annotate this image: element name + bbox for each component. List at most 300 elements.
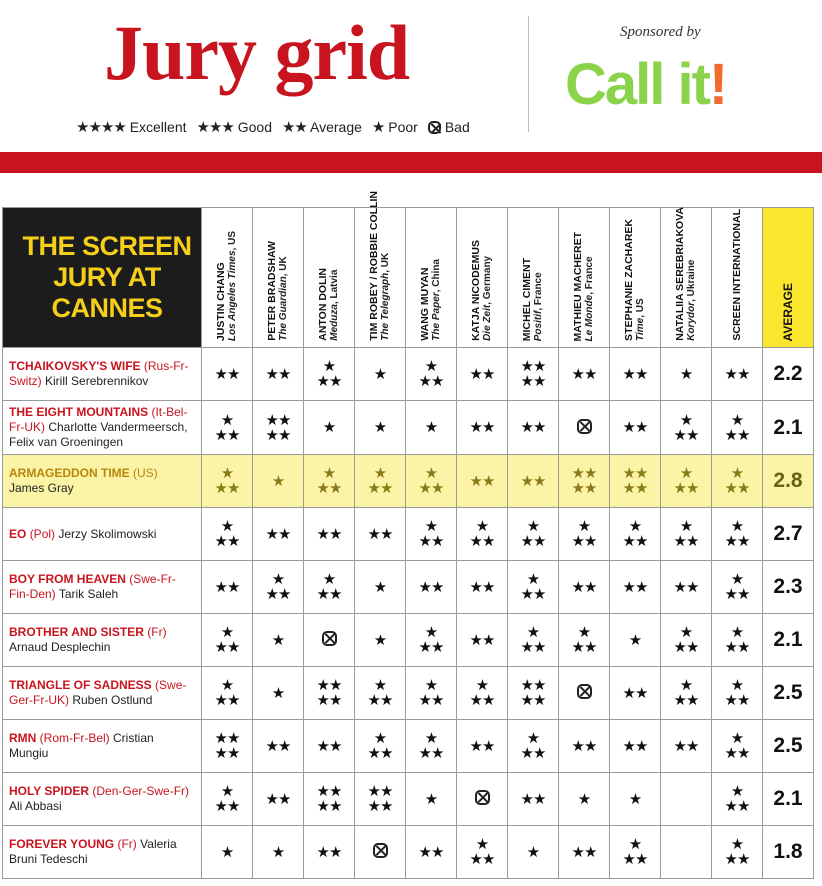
star-rating-cell — [253, 401, 304, 455]
star-rating-cell — [202, 667, 253, 720]
critic-publication: Time, US — [635, 298, 646, 341]
star-icon: ★★ — [418, 533, 444, 550]
star-icon: ★★ — [469, 419, 495, 436]
red-banner — [0, 152, 822, 173]
star-rating-cell — [406, 401, 457, 455]
star-icon: ★ — [271, 631, 285, 649]
star-icon: ★★ — [367, 783, 393, 800]
star-icon: ★ — [373, 465, 387, 482]
publication-country: UK — [380, 253, 391, 268]
star-icon: ★ — [679, 518, 693, 535]
star-rating-cell — [661, 667, 712, 720]
film-director: Ruben Ostlund — [72, 693, 153, 707]
publication-name: The Telegraph — [380, 273, 391, 341]
star-icon: ★★ — [316, 586, 342, 603]
star-icon: ★★ — [673, 578, 699, 596]
film-row — [3, 667, 814, 720]
star-icon: ★★ — [214, 480, 240, 497]
star-icon: ★★ — [316, 480, 342, 497]
star-rating-cell — [253, 508, 304, 561]
star-icon: ★ — [526, 624, 540, 641]
film-row — [3, 720, 814, 773]
star-icon: ★ — [526, 518, 540, 535]
star-icon: ★★ — [622, 684, 648, 702]
average-score: 2.7 — [763, 508, 814, 561]
star-icon: ★★ — [214, 798, 240, 815]
star-icon: ★ — [628, 518, 642, 535]
film-info — [3, 455, 202, 508]
star-icon: ★ — [373, 578, 387, 596]
star-rating-cell — [202, 455, 253, 508]
star-icon: ★ — [424, 790, 438, 808]
bad-rating-cell — [304, 614, 355, 667]
film-title: EO — [9, 526, 27, 541]
star-icon: ★★ — [214, 365, 240, 383]
average-score: 1.8 — [763, 826, 814, 879]
bad-icon — [428, 121, 441, 134]
star-rating-cell — [457, 508, 508, 561]
star-icon: ★★ — [520, 677, 546, 694]
film-title: HOLY SPIDER — [9, 784, 90, 798]
star-icon: ★★ — [673, 533, 699, 550]
film-row — [3, 773, 814, 826]
star-icon: ★ — [730, 624, 744, 641]
star-rating-cell — [253, 561, 304, 614]
publication-country: France — [533, 272, 544, 305]
star-icon: ★ — [679, 465, 693, 482]
star-icon: ★ — [475, 518, 489, 535]
star-icon: ★★ — [367, 525, 393, 543]
star-rating-cell — [508, 561, 559, 614]
star-icon: ★★ — [673, 426, 699, 444]
star-icon: ★★ — [265, 426, 291, 444]
bad-icon — [322, 631, 337, 646]
star-icon: ★★ — [520, 472, 546, 490]
star-icon: ★★ — [316, 783, 342, 800]
star-rating-cell — [406, 667, 457, 720]
publication-country: China — [431, 259, 442, 288]
star-rating-cell — [406, 826, 457, 879]
star-icon: ★★ — [316, 798, 342, 815]
star-icon: ★★ — [265, 586, 291, 603]
star-rating-cell — [712, 508, 763, 561]
star-rating-cell — [253, 720, 304, 773]
star-rating-cell — [508, 667, 559, 720]
star-icon: ★ — [322, 419, 336, 436]
star-rating-cell — [559, 773, 610, 826]
critic-publication: Le Monde, France — [584, 255, 595, 341]
star-icon: ★ — [424, 358, 438, 375]
star-icon: ★★ — [622, 737, 648, 755]
star-icon: ★ — [730, 571, 744, 588]
star-rating-cell — [610, 455, 661, 508]
star-rating-cell — [355, 773, 406, 826]
star-rating-cell — [355, 561, 406, 614]
film-country: (Fr) — [147, 625, 167, 639]
film-country: (Den-Ger-Swe-Fr) — [92, 784, 190, 798]
star-icon: ★★ — [418, 843, 444, 861]
star-icon: ★★ — [520, 373, 546, 390]
star-icon: ★★ — [214, 639, 240, 656]
star-icon: ★★ — [316, 843, 342, 861]
film-title: BOY FROM HEAVEN — [9, 572, 126, 586]
critic-name: MICHEL CIMENT — [521, 257, 533, 341]
publication-name: Die Zeit — [482, 304, 493, 341]
star-icon: ★★ — [265, 411, 291, 429]
star-icon: ★ — [373, 730, 387, 747]
publication-name: Time — [635, 317, 646, 341]
star-rating-cell — [406, 720, 457, 773]
star-icon: ★★ — [214, 692, 240, 709]
critic-publication: Los Angeles Times, US — [227, 230, 238, 341]
star-icon: ★★ — [673, 639, 699, 656]
star-icon: ★★ — [469, 472, 495, 490]
star-rating-cell — [253, 667, 304, 720]
star-rating-cell — [406, 773, 457, 826]
publication-country: US — [635, 298, 646, 313]
star-icon: ★ — [322, 465, 336, 482]
star-icon: ★ — [730, 411, 744, 429]
star-icon: ★★ — [214, 426, 240, 444]
star-icon: ★ — [373, 365, 387, 383]
star-rating-cell — [508, 348, 559, 401]
star-rating-cell — [610, 508, 661, 561]
star-rating-cell — [457, 561, 508, 614]
average-label: AVERAGE — [781, 282, 795, 341]
publication-name: The Guardian — [278, 276, 289, 341]
star-icon: ★★ — [520, 419, 546, 436]
star-icon: ★★ — [724, 365, 750, 383]
film-country: (Rom-Fr-Bel) — [39, 731, 110, 745]
star-rating-cell — [559, 561, 610, 614]
star-icon: ★★ — [265, 525, 291, 543]
film-director: Arnaud Desplechin — [9, 640, 111, 654]
film-row — [3, 348, 814, 401]
star-icon: ★★ — [520, 745, 546, 762]
star-icon: ★ — [220, 465, 234, 482]
film-country: (Swe-Fr-Fin-Den) — [9, 572, 176, 601]
star-icon: ★★ — [724, 798, 750, 815]
star-icon: ★ — [526, 730, 540, 747]
average-score: 2.1 — [763, 773, 814, 826]
star-rating-cell — [457, 348, 508, 401]
star-icon: ★★ — [520, 533, 546, 550]
film-title: THE EIGHT MOUNTAINS — [9, 405, 149, 419]
star-icon: ★★ — [214, 745, 240, 762]
star-rating-cell — [610, 561, 661, 614]
star-icon: ★★ — [622, 480, 648, 497]
star-icon: ★ — [271, 571, 285, 588]
star-rating-cell — [202, 773, 253, 826]
star-icon: ★ — [730, 730, 744, 747]
film-title: RMN — [9, 731, 37, 745]
critic-header — [202, 208, 253, 348]
star-icon: ★ — [628, 790, 642, 808]
star-icon: ★★ — [367, 692, 393, 709]
film-director: Tarik Saleh — [58, 587, 119, 601]
star-icon: ★ — [628, 836, 642, 853]
star-rating-cell — [712, 614, 763, 667]
legend-item — [197, 119, 272, 135]
no-rating-cell — [661, 826, 712, 879]
star-rating-cell — [304, 667, 355, 720]
star-icon: ★★ — [469, 578, 495, 596]
star-rating-cell — [355, 720, 406, 773]
star-rating-cell — [457, 667, 508, 720]
star-icon: ★ — [526, 843, 540, 861]
star-rating-cell — [559, 614, 610, 667]
star-rating-cell — [355, 455, 406, 508]
star-icon: ★ — [730, 465, 744, 482]
star-icon: ★ — [730, 518, 744, 535]
sponsor-logo: Call it! — [565, 52, 727, 117]
publication-country: Latvia — [329, 269, 340, 299]
star-icon: ★★ — [571, 639, 597, 656]
star-rating-cell — [457, 401, 508, 455]
star-icon: ★★ — [316, 373, 342, 390]
star-rating-cell — [304, 508, 355, 561]
average-score: 2.2 — [763, 348, 814, 401]
star-icon: ★★ — [367, 798, 393, 815]
bad-icon — [577, 419, 592, 434]
star-rating-cell — [610, 667, 661, 720]
star-icon: ★ — [322, 571, 336, 588]
page-title: Jury grid — [104, 9, 410, 96]
star-icon: ★ — [220, 783, 234, 800]
star-icon: ★★ — [571, 843, 597, 861]
star-rating-cell — [457, 455, 508, 508]
star-icon: ★★ — [622, 419, 648, 436]
critic-publication: The Guardian, UK — [278, 256, 289, 341]
star-rating-cell — [559, 348, 610, 401]
critic-publication: Meduza, Latvia — [329, 269, 340, 341]
star-icon: ★★ — [418, 639, 444, 656]
star-icon: ★★ — [520, 790, 546, 808]
jury-grid-table — [2, 191, 814, 879]
star-rating-cell — [202, 826, 253, 879]
star-icon: ★★ — [418, 692, 444, 709]
star-rating-cell — [253, 826, 304, 879]
star-icon: ★★ — [724, 533, 750, 550]
star-icon: ★★ — [622, 578, 648, 596]
star-icon: ★★ — [265, 737, 291, 755]
film-info — [3, 773, 202, 826]
critic-header — [508, 208, 559, 348]
star-rating-cell — [304, 773, 355, 826]
star-icon: ★ — [373, 631, 387, 649]
star-icon: ★★ — [622, 533, 648, 550]
film-row — [3, 561, 814, 614]
film-director: Kirill Serebrennikov — [45, 374, 149, 388]
star-rating-cell — [610, 826, 661, 879]
star-rating-cell — [202, 401, 253, 455]
star-icon: ★★ — [469, 851, 495, 868]
film-director: Jerzy Skolimowski — [58, 526, 157, 541]
film-info — [3, 348, 202, 401]
star-rating-cell — [202, 561, 253, 614]
star-icon: ★★ — [469, 692, 495, 709]
star-icon: ★★ — [367, 480, 393, 497]
star-rating-cell — [202, 508, 253, 561]
star-rating-cell — [610, 401, 661, 455]
legend-label: Bad — [444, 119, 470, 135]
star-rating-cell — [304, 561, 355, 614]
star-rating-cell — [559, 826, 610, 879]
publication-country: Germany — [482, 255, 493, 300]
star-icon: ★ — [679, 411, 693, 429]
star-icon: ★ — [475, 836, 489, 853]
critic-header — [559, 208, 610, 348]
star-rating-cell — [406, 561, 457, 614]
film-country: (US) — [133, 466, 158, 480]
film-country: (Swe-Ger-Fr-UK) — [9, 678, 187, 707]
legend-item — [76, 119, 187, 135]
star-rating-cell — [253, 614, 304, 667]
grid-title-line: CANNES — [51, 293, 163, 323]
star-rating-cell — [712, 348, 763, 401]
star-icon: ★★ — [418, 745, 444, 762]
star-rating-cell — [406, 455, 457, 508]
star-icon: ★★ — [571, 480, 597, 497]
film-country: (Rus-Fr-Switz) — [9, 359, 189, 388]
star-icon: ★★ — [418, 578, 444, 596]
star-rating-cell — [355, 667, 406, 720]
film-title: BROTHER AND SISTER — [9, 625, 144, 639]
critic-name: MATHIEU MACHERET — [572, 231, 584, 341]
star-icon: ★★ — [673, 480, 699, 497]
star-rating-cell — [304, 348, 355, 401]
critic-header — [661, 208, 712, 348]
critic-name: PETER BRADSHAW — [266, 241, 278, 341]
legend-label: Average — [310, 119, 362, 135]
critic-name: NATALIIA SEREBRIAKOVA — [674, 207, 686, 341]
star-rating-cell — [712, 667, 763, 720]
star-icon: ★ — [424, 730, 438, 747]
star-icon: ★★ — [520, 692, 546, 709]
film-title: TCHAIKOVSKY'S WIFE — [9, 359, 141, 373]
star-icon: ★ — [679, 365, 693, 383]
star-icon: ★ — [577, 518, 591, 535]
star-icon: ★★ — [724, 426, 750, 444]
film-country: (It-Bel-Fr-UK) — [9, 405, 188, 434]
star-icon: ★★ — [520, 639, 546, 656]
star-rating-cell — [661, 348, 712, 401]
publication-name: Positif — [533, 310, 544, 341]
star-icon: ★★ — [214, 578, 240, 596]
star-rating-cell — [304, 826, 355, 879]
star-icon: ★★ — [571, 365, 597, 383]
average-score: 2.5 — [763, 720, 814, 773]
star-rating-cell — [661, 614, 712, 667]
film-row — [3, 826, 814, 879]
star-icon: ★★ — [724, 745, 750, 762]
publication-name: Los Angeles Times — [227, 250, 238, 341]
film-row — [3, 508, 814, 561]
legend-label: Poor — [388, 119, 418, 135]
star-rating-cell — [508, 401, 559, 455]
star-icon: ★ — [220, 411, 234, 429]
critic-publication: Korydor, Ukraine — [686, 259, 697, 341]
publication-country: US — [227, 230, 238, 245]
star-icon: ★★ — [281, 119, 307, 136]
star-rating-cell — [355, 401, 406, 455]
star-rating-cell — [304, 720, 355, 773]
publication-name: Korydor — [686, 302, 697, 341]
star-rating-cell — [661, 401, 712, 455]
film-info — [3, 614, 202, 667]
average-score: 2.8 — [763, 455, 814, 508]
star-icon: ★★ — [418, 480, 444, 497]
star-rating-cell — [508, 720, 559, 773]
star-icon: ★ — [424, 624, 438, 641]
bad-rating-cell — [559, 401, 610, 455]
star-rating-cell — [661, 455, 712, 508]
star-icon: ★★ — [520, 358, 546, 375]
star-rating-cell — [610, 614, 661, 667]
star-rating-cell — [712, 720, 763, 773]
star-icon: ★★★★ — [76, 119, 126, 136]
legend-label: Excellent — [129, 119, 187, 135]
critic-publication: Positif, France — [533, 272, 544, 341]
grid-title-line: JURY AT — [53, 262, 161, 292]
star-icon: ★ — [322, 358, 336, 375]
film-director: Valeria Bruni Tedeschi — [9, 837, 177, 866]
star-rating-cell — [457, 614, 508, 667]
star-icon: ★★ — [673, 737, 699, 755]
star-rating-cell — [508, 614, 559, 667]
star-icon: ★★ — [316, 677, 342, 694]
star-rating-cell — [457, 826, 508, 879]
critic-header — [304, 208, 355, 348]
grid-title — [3, 208, 202, 348]
star-icon: ★ — [424, 677, 438, 694]
star-icon: ★★ — [316, 737, 342, 755]
film-info — [3, 508, 202, 561]
critic-name: STEPHANIE ZACHAREK — [623, 219, 635, 341]
star-icon: ★★ — [265, 365, 291, 383]
average-score: 2.3 — [763, 561, 814, 614]
star-rating-cell — [661, 720, 712, 773]
critic-name: JUSTIN CHANG — [215, 262, 227, 341]
publication-name: Le Monde — [584, 294, 595, 341]
star-rating-cell — [457, 720, 508, 773]
average-header — [763, 208, 814, 348]
legend-item — [372, 119, 418, 135]
critic-header — [406, 208, 457, 348]
star-rating-cell — [559, 508, 610, 561]
critic-name: WANG MUYAN — [419, 267, 431, 341]
star-icon: ★★ — [469, 631, 495, 649]
star-rating-cell — [712, 401, 763, 455]
star-rating-cell — [559, 455, 610, 508]
publication-name: The Paper — [431, 292, 442, 341]
star-rating-cell — [610, 773, 661, 826]
star-icon: ★★ — [265, 790, 291, 808]
bad-icon — [475, 790, 490, 805]
star-icon: ★★ — [571, 465, 597, 482]
star-rating-cell — [508, 455, 559, 508]
star-rating-cell — [253, 773, 304, 826]
critic-publication: The Telegraph, UK — [380, 253, 391, 341]
star-icon: ★ — [373, 419, 387, 436]
star-icon: ★ — [475, 677, 489, 694]
star-rating-cell — [355, 348, 406, 401]
film-director: James Gray — [9, 481, 74, 495]
bad-rating-cell — [355, 826, 406, 879]
critic-header — [712, 208, 763, 348]
film-title: FOREVER YOUNG — [9, 837, 115, 851]
star-icon: ★★ — [571, 578, 597, 596]
